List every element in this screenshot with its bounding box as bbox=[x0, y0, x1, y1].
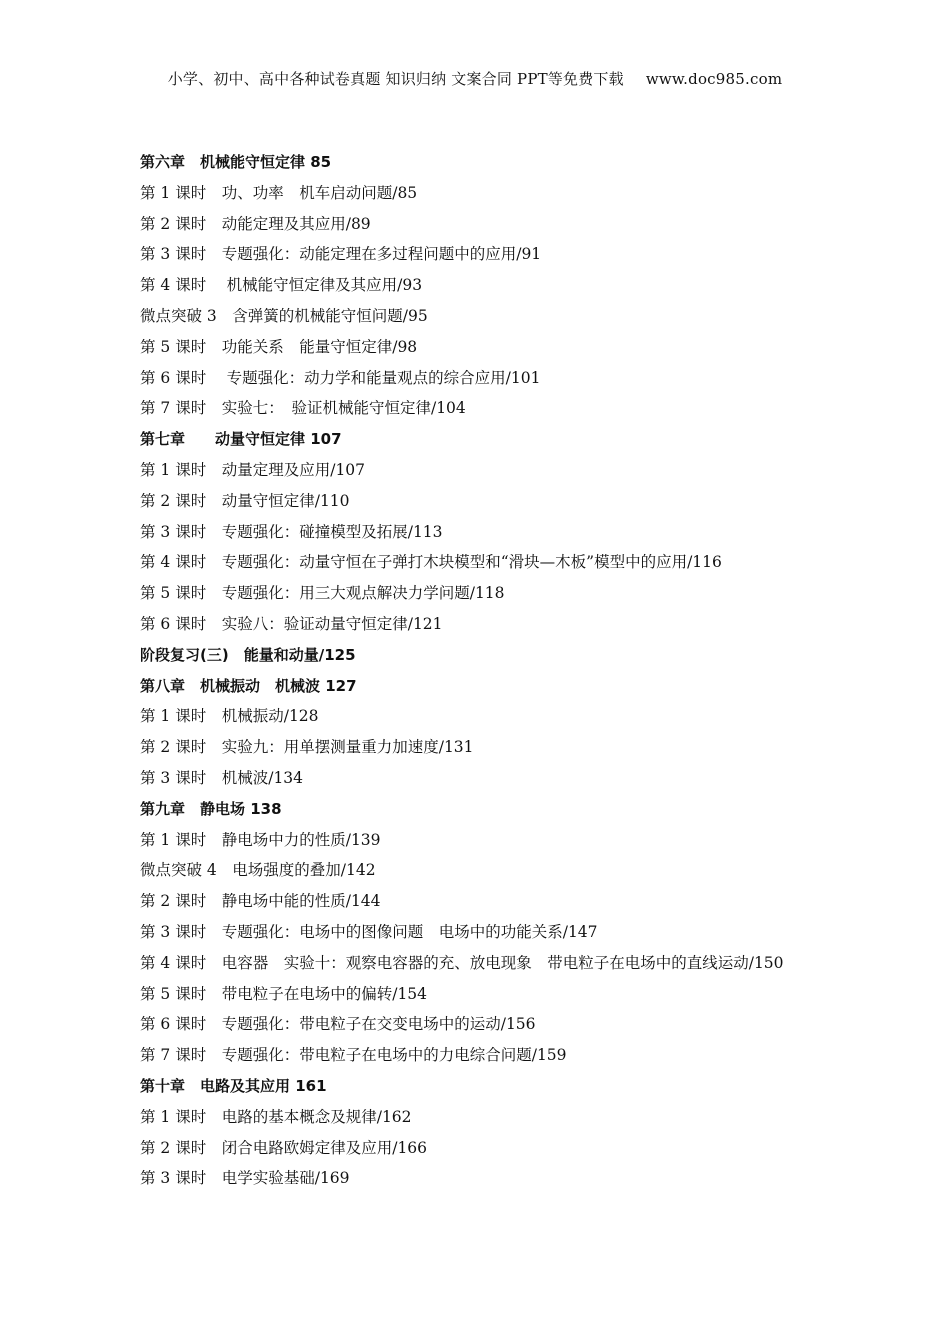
toc-entry: 第 1 课时 动量定理及应用/107 bbox=[140, 460, 366, 479]
toc-chapter-heading: 第七章 动量守恒定律 107 bbox=[140, 430, 342, 449]
toc-entry: 微点突破 3 含弹簧的机械能守恒问题/95 bbox=[140, 306, 428, 325]
toc-entry: 第 3 课时 电学实验基础/169 bbox=[140, 1169, 350, 1188]
toc-entry: 第 3 课时 机械波/134 bbox=[140, 768, 304, 787]
header-site-link[interactable]: www.doc985.com bbox=[645, 70, 783, 88]
toc-chapter-heading: 第九章 静电场 138 bbox=[140, 799, 282, 818]
toc-entry: 第 2 课时 静电场中能的性质/144 bbox=[140, 892, 381, 911]
toc-entry: 第 6 课时 专题强化：动力学和能量观点的综合应用/101 bbox=[140, 368, 541, 387]
toc-entry: 第 4 课时 机械能守恒定律及其应用/93 bbox=[140, 276, 423, 295]
toc-entry: 第 4 课时 电容器 实验十：观察电容器的充、放电现象 带电粒子在电场中的直线运动/150 bbox=[140, 953, 784, 972]
toc-entry: 第 6 课时 专题强化：带电粒子在交变电场中的运动/156 bbox=[140, 1015, 536, 1034]
toc-chapter-heading: 第六章 机械能守恒定律 85 bbox=[140, 153, 332, 171]
toc-chapter-heading: 第十章 电路及其应用 161 bbox=[140, 1076, 327, 1095]
toc-entry: 第 4 课时 专题强化：动量守恒在子弹打木块模型和“滑块—木板”模型中的应用/116 bbox=[140, 553, 722, 572]
toc-entry: 第 7 课时 专题强化：带电粒子在电场中的力电综合问题/159 bbox=[140, 1046, 567, 1065]
toc-entry: 第 7 课时 实验七： 验证机械能守恒定律/104 bbox=[140, 399, 466, 418]
page-header bbox=[0, 68, 950, 89]
header-text: 小学、初中、高中各种试卷真题 知识归纳 文案合同 PPT等免费下载 bbox=[167, 70, 624, 88]
toc-entry: 第 2 课时 动能定理及其应用/89 bbox=[140, 214, 371, 233]
toc-entry: 第 2 课时 闭合电路欧姆定律及应用/166 bbox=[140, 1138, 428, 1157]
toc-entry: 第 5 课时 带电粒子在电场中的偏转/154 bbox=[140, 984, 428, 1003]
toc-entry: 第 1 课时 功、功率 机车启动问题/85 bbox=[140, 183, 418, 202]
toc-entry: 第 3 课时 专题强化：碰撞模型及拓展/113 bbox=[140, 522, 443, 541]
table-of-contents bbox=[140, 147, 820, 1194]
toc-entry: 第 2 课时 实验九：用单摆测量重力加速度/131 bbox=[140, 738, 474, 757]
toc-chapter-heading: 阶段复习(三) 能量和动量/125 bbox=[140, 645, 356, 664]
toc-chapter-heading: 第八章 机械振动 机械波 127 bbox=[140, 676, 357, 695]
toc-entry: 第 1 课时 静电场中力的性质/139 bbox=[140, 830, 381, 849]
toc-entry: 第 3 课时 专题强化：电场中的图像问题 电场中的功能关系/147 bbox=[140, 922, 598, 941]
toc-entry: 第 5 课时 专题强化：用三大观点解决力学问题/118 bbox=[140, 584, 505, 603]
toc-entry: 微点突破 4 电场强度的叠加/142 bbox=[140, 861, 376, 880]
toc-entry: 第 1 课时 机械振动/128 bbox=[140, 707, 319, 726]
toc-entry: 第 2 课时 动量守恒定律/110 bbox=[140, 491, 350, 510]
toc-entry: 第 5 课时 功能关系 能量守恒定律/98 bbox=[140, 337, 418, 356]
toc-entry: 第 6 课时 实验八：验证动量守恒定律/121 bbox=[140, 614, 443, 633]
toc-entry: 第 1 课时 电路的基本概念及规律/162 bbox=[140, 1107, 412, 1126]
toc-entry: 第 3 课时 专题强化：动能定理在多过程问题中的应用/91 bbox=[140, 245, 542, 264]
